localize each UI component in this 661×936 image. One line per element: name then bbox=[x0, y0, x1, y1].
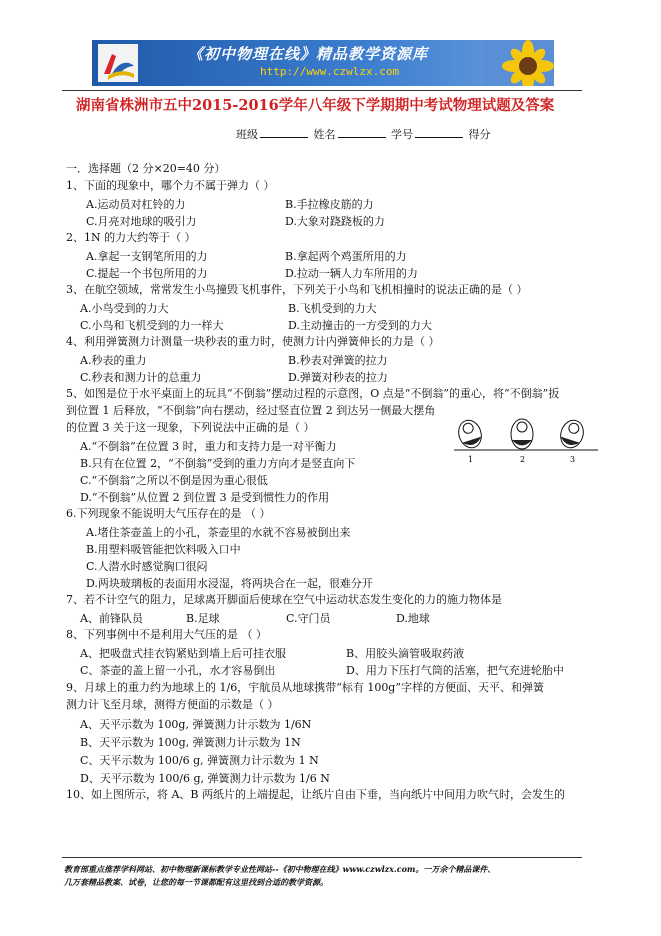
question-5-stem-line-1: 5、如图是位于水平桌面上的玩具“不倒翁”摆动过程的示意图，O 点是“不倒翁”的重心，将“不倒翁”扳 bbox=[66, 387, 560, 400]
question-4-stem: 4、利用弹簧测力计测量一块秒表的重力时，使测力计内弹簧伸长的力是（ ） bbox=[66, 335, 440, 348]
tumbler-position-2 bbox=[511, 419, 533, 449]
question-8-option-d: D、用力下压打气筒的活塞，把气充进轮胎中 bbox=[346, 664, 564, 677]
question-3-option-c: C.小鸟和飞机受到的力一样大 bbox=[80, 319, 224, 332]
question-6-option-a: A.堵住茶壶盖上的小孔，茶壶里的水就不容易被倒出来 bbox=[86, 526, 351, 539]
footer-divider bbox=[62, 857, 582, 858]
question-3-stem: 3、在航空领域，常常发生小鸟撞毁飞机事件，下列关于小鸟和飞机相撞时的说法正确的是（ ） bbox=[66, 283, 528, 296]
footer-text bbox=[64, 863, 495, 889]
question-1-option-b: B.手拉橡皮筋的力 bbox=[285, 198, 374, 211]
question-6-stem: 6.下列现象不能说明大气压存在的是 （ ） bbox=[66, 507, 271, 520]
tumbler-toy-figure bbox=[450, 400, 600, 466]
question-1-option-a: A.运动员对杠铃的力 bbox=[86, 198, 186, 211]
figure-label-1: 1 bbox=[468, 455, 474, 464]
question-2-option-b: B.拿起两个鸡蛋所用的力 bbox=[285, 250, 407, 263]
name-label: 姓名 bbox=[313, 128, 336, 141]
score-label: 得分 bbox=[468, 128, 491, 141]
question-9-option-b: B、天平示数为 100g, 弹簧测力计示数为 1N bbox=[80, 736, 301, 749]
figure-label-3: 3 bbox=[570, 455, 576, 464]
question-2-option-d: D.拉动一辆人力车所用的力 bbox=[285, 267, 418, 280]
banner-title: 《初中物理在线》精品教学资源库 bbox=[188, 45, 429, 63]
question-5-option-d: D.“不倒翁”从位置 2 到位置 3 是受到惯性力的作用 bbox=[80, 491, 330, 504]
question-4-option-b: B.秒表对弹簧的拉力 bbox=[288, 354, 388, 367]
question-5-stem-line-3: 的位置 3 关于这一现象，下列说法中正确的是（ ） bbox=[66, 421, 315, 434]
header-banner bbox=[92, 40, 554, 86]
footer-line-1: 教育部重点推荐学科网站、初中物理新课标教学专业性网站--《初中物理在线》www.czwlzx.com。一万余个精品课件、 bbox=[64, 864, 496, 874]
question-2-stem: 2、1N 的力大约等于（ ） bbox=[66, 231, 196, 244]
name-blank[interactable] bbox=[338, 127, 386, 138]
question-4-option-a: A.秒表的重力 bbox=[80, 354, 147, 367]
question-2-option-a: A.拿起一支钢笔所用的力 bbox=[86, 250, 208, 263]
question-8-option-a: A、把吸盘式挂衣钩紧贴到墙上后可挂衣服 bbox=[80, 647, 286, 660]
question-2-option-c: C.提起一个书包所用的力 bbox=[86, 267, 208, 280]
question-8-stem: 8、下列事例中不是利用大气压的是 （ ） bbox=[66, 628, 267, 641]
banner-url: http://www.czwlzx.com bbox=[260, 65, 400, 78]
question-1-stem: 1、下面的现象中，哪个力不属于弹力（ ） bbox=[66, 179, 275, 192]
question-7-option-c: C.守门员 bbox=[286, 612, 331, 625]
student-info-line bbox=[236, 126, 491, 142]
question-10-stem: 10、如上图所示，将 A、B 两纸片的上端提起，让纸片自由下垂，当向纸片中间用力吹气时，会发生的 bbox=[66, 788, 566, 801]
question-7-option-b: B.足球 bbox=[186, 612, 220, 625]
question-1-option-d: D.大象对跷跷板的力 bbox=[285, 215, 385, 228]
header-divider bbox=[62, 90, 582, 91]
section-heading: 一．选择题（2 分×20=40 分） bbox=[66, 162, 226, 175]
question-5-option-a: A.“不倒翁”在位置 3 时，重力和支持力是一对平衡力 bbox=[80, 440, 337, 453]
question-5-stem-line-2: 到位置 1 后释放，“不倒翁”向右摆动，经过竖直位置 2 到达另一侧最大摆角 bbox=[66, 404, 436, 417]
question-7-option-d: D.地球 bbox=[396, 612, 430, 625]
footer-line-2: 几万套精品教案、试卷，让您的每一节课都配有这里找到合适的教学资源。 bbox=[64, 877, 328, 887]
class-blank[interactable] bbox=[260, 127, 308, 138]
document-title: 湖南省株洲市五中2015-2016学年八年级下学期期中考试物理试题及答案 bbox=[76, 97, 555, 114]
question-3-option-a: A.小鸟受到的力大 bbox=[80, 302, 169, 315]
number-blank[interactable] bbox=[415, 127, 463, 138]
class-label: 班级 bbox=[236, 128, 258, 141]
question-4-option-c: C.秒表和测力计的总重力 bbox=[80, 371, 202, 384]
question-9-option-d: D、天平示数为 100/6 g, 弹簧测力计示数为 1/6 N bbox=[80, 772, 330, 785]
question-9-stem-line-1: 9、月球上的重力约为地球上的 1/6，宇航员从地球携带“标有 100g”字样的方便面、天平、和弹簧 bbox=[66, 681, 544, 694]
figure-label-2: 2 bbox=[520, 455, 526, 464]
question-4-option-d: D.弹簧对秒表的拉力 bbox=[288, 371, 388, 384]
question-6-option-b: B.用塑料吸管能把饮料吸入口中 bbox=[86, 543, 241, 556]
sunflower-icon bbox=[484, 40, 554, 86]
question-7-stem: 7、若不计空气的阻力，足球离开脚面后使球在空气中运动状态发生变化的力的施力物体是 bbox=[66, 593, 502, 606]
question-5-option-c: C.“不倒翁”之所以不倒是因为重心很低 bbox=[80, 474, 268, 487]
question-3-option-b: B.飞机受到的力大 bbox=[288, 302, 377, 315]
number-label: 学号 bbox=[391, 128, 413, 141]
tumbler-position-1 bbox=[455, 417, 485, 450]
question-7-option-a: A、前锋队员 bbox=[80, 612, 143, 625]
question-5-option-b: B.只有在位置 2，“不倒翁”受到的重力方向才是竖直向下 bbox=[80, 457, 356, 470]
question-9-option-a: A、天平示数为 100g, 弹簧测力计示数为 1/6N bbox=[80, 718, 312, 731]
question-8-option-b: B、用胶头滴管吸取药液 bbox=[346, 647, 465, 660]
question-9-option-c: C、天平示数为 100/6 g, 弹簧测力计示数为 1 N bbox=[80, 754, 319, 767]
question-1-option-c: C.月亮对地球的吸引力 bbox=[86, 215, 197, 228]
question-8-option-c: C、茶壶的盖上留一小孔，水才容易倒出 bbox=[80, 664, 276, 677]
question-6-option-d: D.两块玻璃板的表面用水浸湿，将两块合在一起，很难分开 bbox=[86, 577, 373, 590]
question-9-stem-line-2: 测力计飞至月球，测得方便面的示数是（ ） bbox=[66, 698, 279, 711]
question-3-option-d: D.主动撞击的一方受到的力大 bbox=[288, 319, 432, 332]
tumbler-position-3 bbox=[557, 417, 587, 450]
site-logo-icon bbox=[98, 44, 138, 82]
question-6-option-c: C.人潜水时感觉胸口很闷 bbox=[86, 560, 208, 573]
